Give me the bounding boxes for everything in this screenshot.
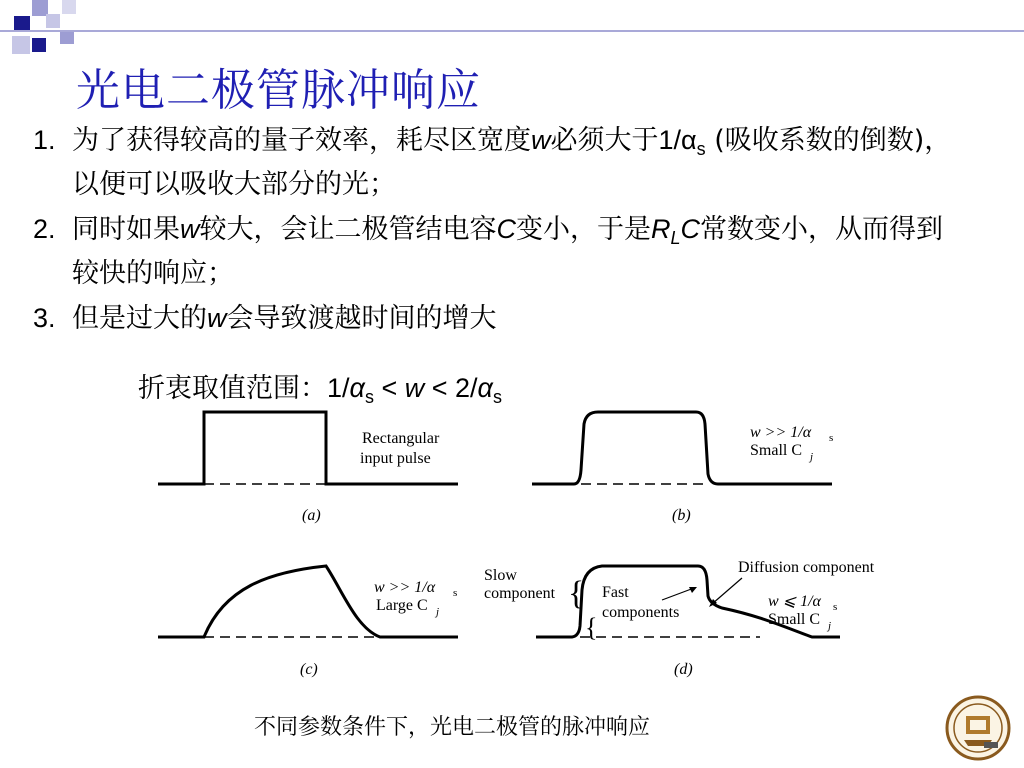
bullet-2-text-d: 常数变小，从而得到较快的响应； <box>72 214 944 289</box>
slide-title: 光电二极管脉冲响应 <box>76 65 481 116</box>
bullet-2-w: w <box>180 214 200 244</box>
range-alpha-sub-2: s <box>492 387 502 407</box>
panel-d-cond-1-sub: s <box>833 601 838 613</box>
bullet-3-text-b: 会导致渡越时间的增大 <box>226 303 497 334</box>
panel-d-slow-1: Slow <box>484 567 517 584</box>
bullet-2-r-sub: L <box>670 228 681 248</box>
panel-c-label: (c) <box>300 661 318 678</box>
panel-d-slow-2: component <box>484 585 556 602</box>
range-alpha-2: α <box>477 373 493 403</box>
range-lt-1: < <box>373 373 405 403</box>
bullet-2-c: C <box>496 214 516 244</box>
bullet-1-text-a: 为了获得较高的量子效率，耗尽区宽度 <box>72 125 531 156</box>
figure-caption: 不同参数条件下，光电二极管的脉冲响应 <box>254 715 651 740</box>
bullet-2-c2: C <box>680 214 701 244</box>
panel-d-label: (d) <box>674 661 693 678</box>
panel-b-cond-1: w >> 1/α <box>750 424 812 441</box>
panel-b-label: (b) <box>672 507 691 524</box>
university-emblem-icon <box>944 694 1012 766</box>
panel-c-cond-1: w >> 1/α <box>374 579 436 596</box>
range-w: w <box>404 373 425 403</box>
bullet-1-w: w <box>531 125 551 155</box>
bullet-1-alpha-sub: s <box>696 139 706 159</box>
panel-b-cond-2-sub: j <box>810 451 814 463</box>
panel-d-brace-slow: { <box>568 575 585 612</box>
panel-b-cond-1-sub: s <box>829 432 834 444</box>
panel-d-cond-2-sub: j <box>828 620 832 632</box>
panel-d-fast-1: Fast <box>602 584 629 601</box>
range-lhs: 1/ <box>327 373 350 403</box>
range-rhs: 2/ <box>455 373 478 403</box>
bullet-2-text-b: 较大，会让二极管结电容 <box>199 214 497 245</box>
range-lt-2: < <box>424 373 455 403</box>
range-alpha: α <box>349 373 365 403</box>
panel-d-fast-2: components <box>602 604 680 621</box>
panel-a-text-1: Rectangular <box>362 430 440 447</box>
bullet-1-alpha: α <box>681 125 697 155</box>
panel-d-brace-fast: { <box>585 613 598 642</box>
bullet-1-text-b: 必须大于 <box>550 125 659 156</box>
bullet-2-text-a: 同时如果 <box>72 214 180 245</box>
panel-d-cond-1: w ⩽ 1/α <box>768 593 821 610</box>
bullet-number-3: 3. <box>33 303 56 333</box>
bullet-1-text-c: (吸收系数的倒数)，以便可以吸收大部分的光； <box>72 125 952 200</box>
bullet-3-text-a: 但是过大的 <box>72 303 207 334</box>
bullet-1-one-over: 1/ <box>658 125 682 155</box>
panel-c-cond-2: Large C <box>376 597 428 614</box>
panel-d-diffusion: Diffusion component <box>738 559 875 576</box>
panel-c-cond-1-sub: s <box>453 587 458 599</box>
panel-b-cond-2: Small C <box>750 442 803 459</box>
panel-c-cond-2-sub: j <box>436 606 440 618</box>
bullet-2-text-c: 变小，于是 <box>516 214 651 245</box>
bullet-number-1: 1. <box>33 125 56 155</box>
panel-d-fast-arrow <box>662 588 694 600</box>
panel-d-diffusion-arrow <box>712 578 742 604</box>
bullet-3-w: w <box>207 303 227 333</box>
bullet-number-2: 2. <box>33 214 56 244</box>
range-label: 折衷取值范围： <box>138 373 327 404</box>
bullet-2-r: R <box>651 214 671 244</box>
range-alpha-sub: s <box>364 387 374 407</box>
panel-d-cond-2: Small C <box>768 611 821 628</box>
panel-a-text-2: input pulse <box>360 450 431 467</box>
panel-a-label: (a) <box>302 507 321 524</box>
